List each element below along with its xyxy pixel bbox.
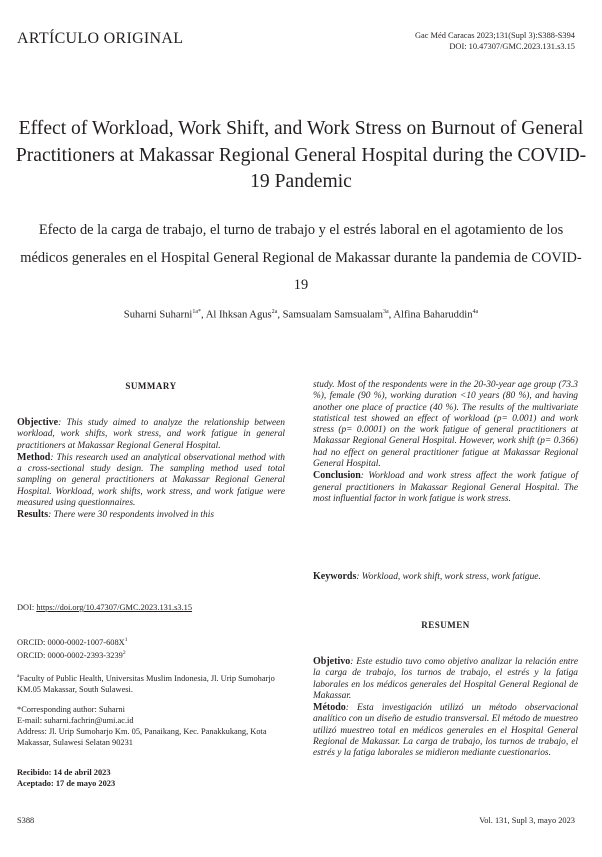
doi-label: DOI:	[17, 603, 37, 612]
objetivo-text: : Este estudio tuvo como objetivo analizar la relación entre la carga de trabajo, los turnos de trabajo, el estrés y la fatiga laborales en los médicos generales del Hospital General Regional de Makassar.	[313, 657, 578, 701]
author-affiliation: 3a	[382, 309, 389, 315]
method-text: : This research used an analytical observational method with a cross-sectional study design. The sampling method used total sampling on general practitioners at Makassar Regional General Hospital. Workload, work shifts, work stress, and work fatigue were measured using questionnaires.	[17, 452, 285, 509]
doi-note	[17, 602, 285, 613]
doi-header: DOI: 10.47307/GMC.2023.131.s3.15	[449, 42, 575, 51]
article-title: Effect of Workload, Work Shift, and Work Stress on Burnout of General Practitioners at Makassar Regional General Hospital during the COVID-19 Pandemic	[15, 118, 587, 192]
objetivo-label: Objetivo	[313, 656, 351, 667]
accepted-date: Aceptado: 17 de mayo 2023	[17, 779, 116, 788]
corresponding-author: *Corresponding author: Suharni	[17, 705, 125, 714]
author-name: Alfina Baharuddin	[393, 309, 473, 321]
dates-note	[17, 767, 285, 789]
page-number: S388	[17, 816, 35, 825]
corresponding-note	[17, 704, 285, 748]
journal-citation	[415, 30, 575, 52]
results-label: Results	[17, 509, 49, 521]
citation: Gac Méd Caracas 2023;131(Supl 3):S388-S394	[414, 31, 575, 40]
objective-text: : This study aimed to analyze the relationship between workload, work shifts, work stress, and work fatigue in general practitioners at Makassar Regional General Hospital.	[17, 418, 285, 451]
summary-abstract	[17, 417, 285, 522]
objective-label: Objective	[17, 417, 59, 428]
author-list: Suharni Suharni$^{1a*}$, Al Ihksan Agus$^{2a}$, Samsualam Samsualam$^{3a}$, Alfina Baharuddin$^{4a}$	[123, 309, 479, 321]
doi-link[interactable]: https://doi.org/10.47307/GMC.2023.131.s3.15	[36, 603, 193, 612]
author-name: Al Ihksan Agus	[205, 309, 272, 321]
author-affiliation: 1a*	[192, 309, 202, 315]
conclusion-label: Conclusion	[313, 470, 361, 482]
author-affiliation: 4a	[472, 309, 479, 315]
summary-heading: SUMMARY	[125, 381, 177, 391]
results-continued: study. Most of the respondents were in the 20-30-year age group (73.3 %), female (90 %), working duration <10 years (80 %), and having another one place of practice (40 %). The results of the multivariate statistical test showed an effect of workload (p= 0.001) and work stress (p= 0.0001) on the work fatigue of general practitioners at Makassar Regional General Hospital. However, work shift (p= 0.366) had no effect on general practitioner fatigue at Makassar Regional General Hospital.	[313, 380, 578, 470]
keywords	[313, 571, 578, 583]
keywords-text: : Workload, work shift, work stress, work fatigue.	[356, 572, 541, 582]
metodo-label: Método	[313, 702, 346, 714]
resumen-heading: RESUMEN	[421, 620, 470, 630]
conclusion-text: : Workload and work stress affect the work fatigue of general practitioners in Makassar Regional General Hospital. The most influential factor in work fatigue is work stress.	[313, 471, 578, 504]
results-text: : There were 30 respondents involved in this	[48, 510, 214, 521]
orcid-1: ORCID: $0000-0002-1007-608X^1$	[17, 637, 128, 647]
resumen-abstract	[313, 656, 578, 760]
affiliation-text: Faculty of Public Health, Universitas Muslim Indonesia, Jl. Urip Sumoharjo KM.05 Makassar, South Sulawesi.	[17, 673, 275, 694]
section-label: ARTÍCULO ORIGINAL	[17, 30, 184, 47]
author-affiliation: 2a	[271, 309, 278, 315]
article-title-es: Efecto de la carga de trabajo, el turno de trabajo y el estrés laboral en el agotamiento de los médicos generales en el Hospital General Regional de Makassar durante la pandemia de COVID-19	[20, 222, 582, 293]
keywords-label: Keywords	[313, 571, 357, 582]
email: E-mail: suharni.fachrin@umi.ac.id	[17, 716, 134, 725]
summary-continued	[313, 380, 578, 505]
author-name: Samsualam Samsualam	[282, 309, 383, 321]
method-label: Method	[17, 451, 51, 463]
issue-info: Vol. 131, Supl 3, mayo 2023	[479, 816, 575, 825]
orcid-notes	[17, 635, 285, 661]
received-date: Recibido: 14 de abril 2023	[17, 768, 111, 777]
affiliation-note	[17, 671, 285, 695]
metodo-text: : Esta investigación utilizó un método observacional analítico con un diseño de estudio transversal. El método de muestreo utilizó muestreo total en médicos generales en el Hospital General Regional de Makassar. La carga de trabajo, los turnos de trabajo, el estrés y la fatiga laborales se midieron mediante cuestionarios.	[313, 703, 578, 759]
affiliation-marker: a	[17, 673, 20, 679]
author-name: Suharni Suharni	[123, 309, 193, 321]
address: Address: Jl. Urip Sumoharjo Km. 05, Panaikang, Kec. Panakkukang, Kota Makassar, Sulawesi Selatan 90231	[17, 727, 267, 747]
orcid-2: ORCID: 0000-0002-2393-3239$^2$	[17, 649, 126, 660]
